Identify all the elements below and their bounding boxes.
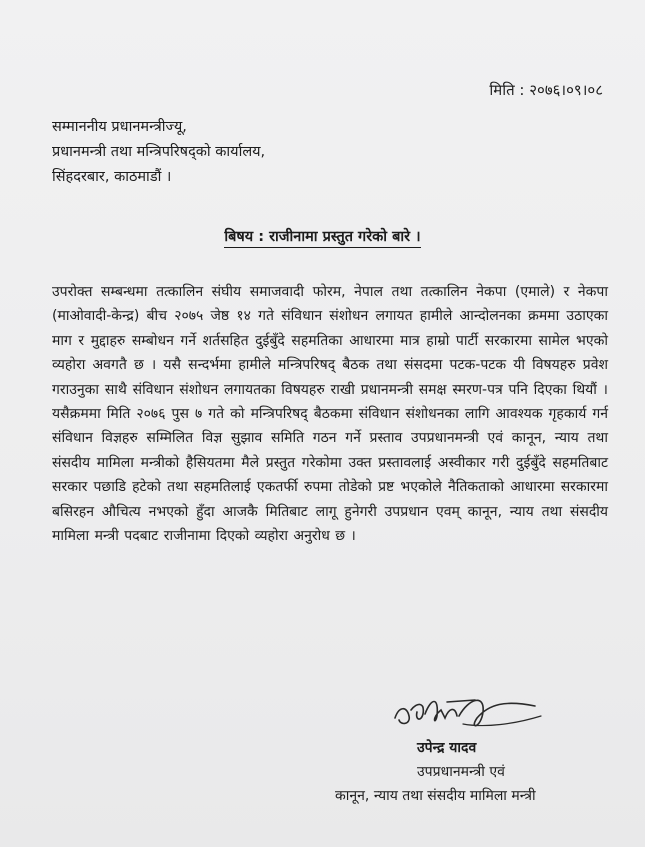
letter-date: मिति : २०७६।०९।०८ <box>489 81 603 99</box>
address-line-1: सम्माननीय प्रधानमन्त्रीज्यू, <box>52 119 187 135</box>
letter-subject <box>0 226 645 246</box>
address-line-2: प्रधानमन्त्री तथा मन्त्रिपरिषद्को कार्यालय, <box>52 144 266 160</box>
recipient-address <box>52 115 265 190</box>
signatory-name: उपेन्द्र यादव <box>417 740 477 756</box>
signatory-title-1: उपप्रधानमन्त्री एवं <box>417 764 505 780</box>
subject-text: बिषय : राजीनामा प्रस्तुत गरेको बारे । <box>224 229 420 248</box>
handwritten-signature <box>385 688 545 738</box>
letter-body: उपरोक्त सम्बन्धमा तत्कालिन संघीय समाजवादी फोरम, नेपाल तथा तत्कालिन नेकपा (एमाले) र नेकपा (माओवादी-केन्द्र) बीच २०७५ जेष्ठ १४ गते संविधान संशोधन लगायत हामीले आन्दोलनका क्रममा उठाएका माग र मुद्दाहरु सम्बोधन गर्ने शर्तसहित दुईबुँदे सहमतिका आधारमा मात्र हाम्रो पार्टी सरकारमा सामेल भएको व्यहोरा अवगतै छ । यसै सन्दर्भमा हामीले मन्त्रिपरिषद् बैठक तथा संसदमा पटक-पटक यी विषयहरु प्रवेश गराउनुका साथै संविधान संशोधन लगायतका विषयहरु राखी प्रधानमन्त्री समक्ष स्मरण-पत्र पनि दिएका थियौं । यसैक्रममा मिति २०७६ पुस ७ गते को मन्त्रिपरिषद् बैठकमा संविधान संशोधनका लागि आवश्यक गृहकार्य गर्न संविधान विज्ञहरु सम्मिलित विज्ञ सुझाव समिति गठन गर्ने प्रस्ताव उपप्रधानमन्त्री एवं कानून, न्याय तथा संसदीय मामिला मन्त्रीको हैसियतमा मैले प्रस्तुत गरेकोमा उक्त प्रस्तावलाई अस्वीकार गरी दुईबुँदे सहमतिबाट सरकार पछाडि हटेको तथा सहमतिलाई एकतर्फी रुपमा तोडेको प्रष्ट भएकोले नैतिकताको आधारमा सरकारमा बसिरहन औचित्य नभएको हुँदा आजकै मितिबाट लागू हुनेगरी उपप्रधान एवम् कानून, न्याय तथा संसदीय मामिला मन्त्री पदबाट राजीनामा दिएको व्यहोरा अनुरोध छ । <box>52 284 608 545</box>
signatory-title-2: कानून, न्याय तथा संसदीय मामिला मन्त्री <box>335 788 536 804</box>
address-line-3: सिंहदरबार, काठमाडौं । <box>52 169 172 185</box>
